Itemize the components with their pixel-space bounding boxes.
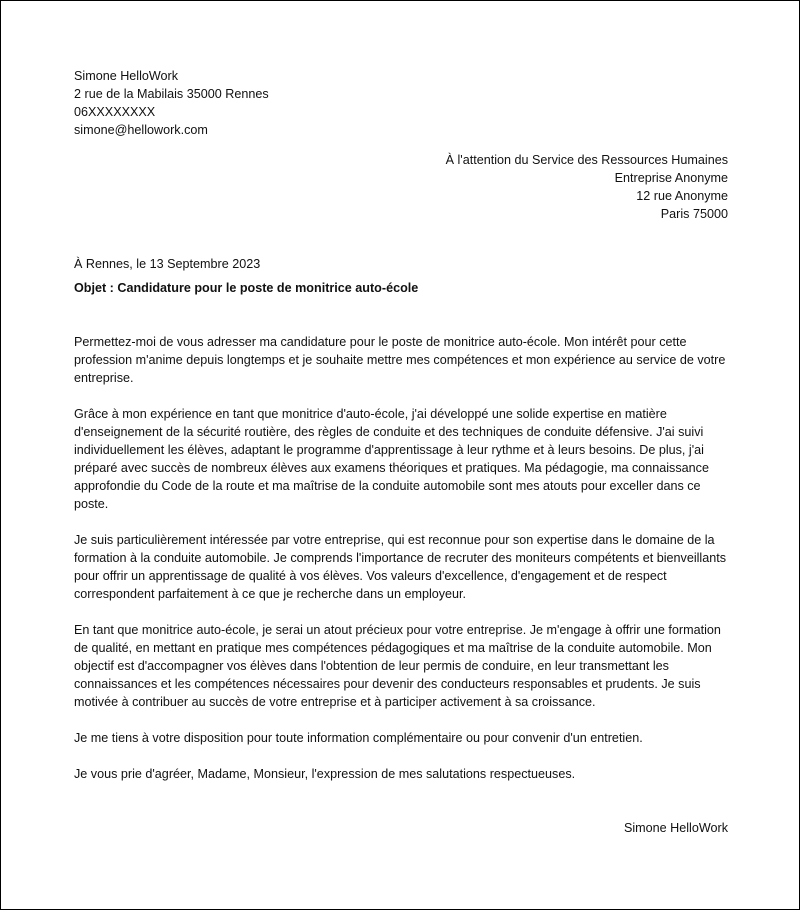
sender-phone: 06XXXXXXXX [74, 105, 156, 119]
date-line: À Rennes, le 13 Septembre 2023 [74, 257, 261, 271]
subject-line: Objet : Candidature pour le poste de monitrice auto-école [74, 281, 419, 295]
letter-body [74, 333, 728, 783]
recipient-city: Paris 75000 [660, 207, 728, 221]
recipient-attention: À l'attention du Service des Ressources Humaines [445, 153, 728, 167]
sender-block [74, 67, 728, 139]
body-paragraph: En tant que monitrice auto-école, je serai un atout précieux pour votre entreprise. Je m'engage à offrir une formation de qualité, en mettant en pratique mes compétences pédagogiques et ma maîtrise de la conduite automobile. Mon objectif est d'accompagner vos élèves dans l'obtention de leur permis de conduire, en leur transmettant les connaissances et les compétences nécessaires pour devenir des conducteurs responsables et prudents. Je suis motivée à contribuer au succès de votre entreprise et à participer activement à sa croissance. [74, 623, 721, 709]
body-paragraph: Grâce à mon expérience en tant que monitrice d'auto-école, j'ai développé une solide expertise en matière d'enseignement de la sécurité routière, des règles de conduite et des techniques de conduite défensive. J'ai suivi individuellement les élèves, adaptant le programme d'apprentissage à leur rythme et à leurs besoins. De plus, j'ai préparé avec succès de nombreux élèves aux examens théoriques et pratiques. Ma pédagogie, ma connaissance approfondie du Code de la route et ma maîtrise de la conduite automobile sont mes atouts pour exceller dans ce poste. [74, 407, 709, 511]
recipient-block [74, 151, 728, 223]
body-paragraph: Je suis particulièrement intéressée par votre entreprise, qui est reconnue pour son expertise dans le domaine de la formation à la conduite automobile. Je comprends l'importance de recruter des moniteurs compétents et bienveillants pour offrir un apprentissage de qualité à vos élèves. Vos valeurs d'excellence, d'engagement et de respect correspondent parfaitement à ce que je recherche dans un employeur. [74, 533, 727, 601]
recipient-company: Entreprise Anonyme [614, 171, 728, 185]
sender-email: simone@hellowork.com [74, 123, 208, 137]
signature: Simone HelloWork [623, 821, 728, 835]
sender-name: Simone HelloWork [74, 69, 179, 83]
body-paragraph: Permettez-moi de vous adresser ma candidature pour le poste de monitrice auto-école. Mon intérêt pour cette profession m'anime depuis longtemps et je souhaite mettre mes compétences et mon expérience au service de votre entreprise. [74, 335, 726, 385]
closing-paragraph: Je vous prie d'agréer, Madame, Monsieur, l'expression de mes salutations respectueuses. [74, 767, 576, 781]
body-paragraph: Je me tiens à votre disposition pour toute information complémentaire ou pour convenir d'un entretien. [74, 731, 643, 745]
sender-address: 2 rue de la Mabilais 35000 Rennes [74, 87, 269, 101]
recipient-street: 12 rue Anonyme [636, 189, 728, 203]
letter-content [74, 67, 728, 837]
